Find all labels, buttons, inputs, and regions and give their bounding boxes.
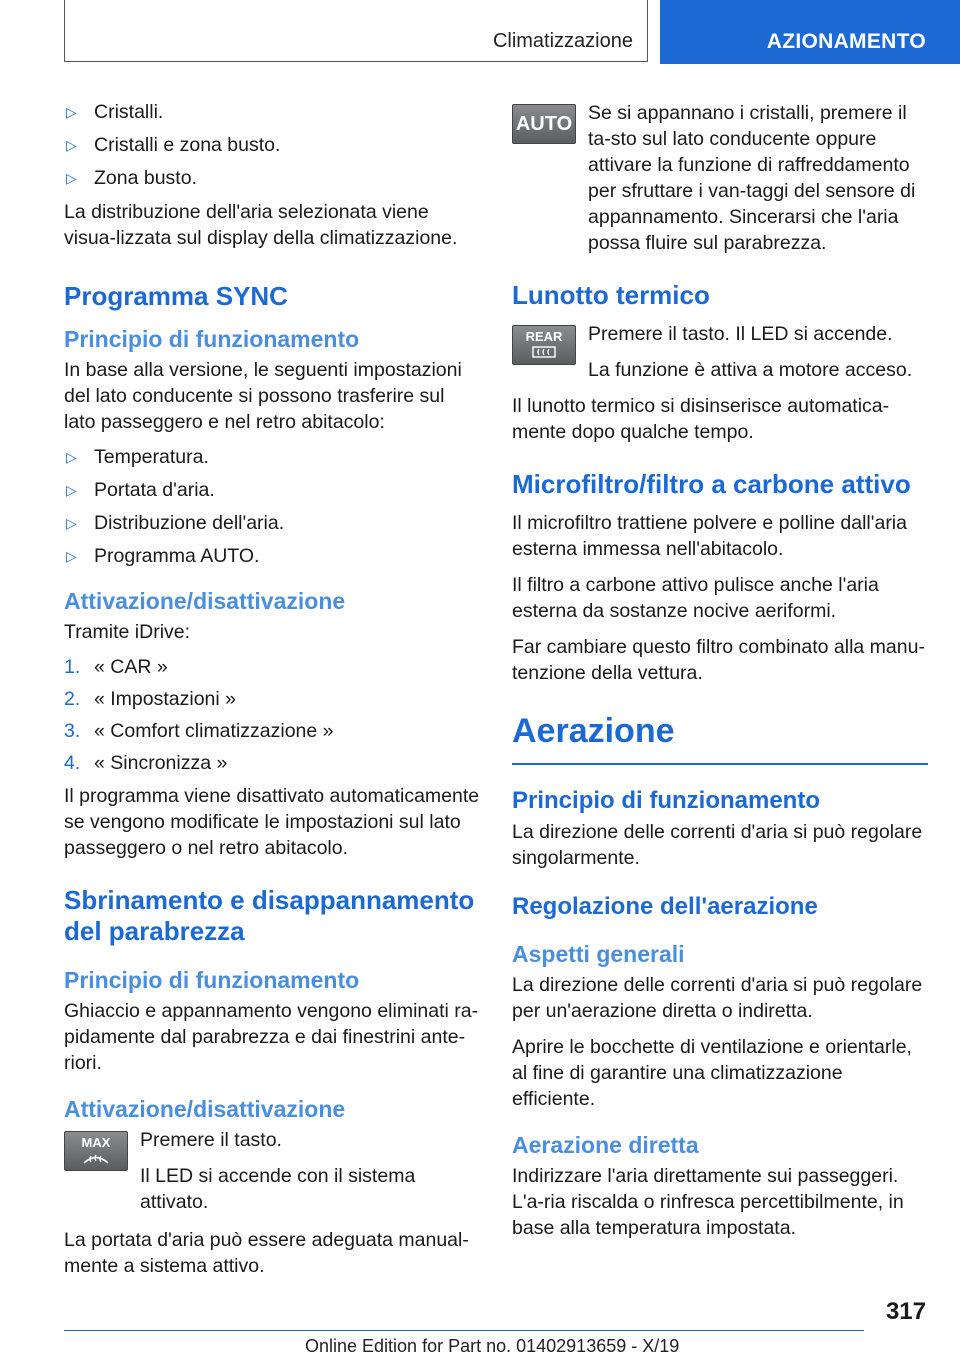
footer-edition: Online Edition for Part no. 01402913659 - X/19 [305, 1336, 680, 1356]
list-item: 2. « Impostazioni » [64, 688, 236, 710]
list-item: ▷ Zona busto. [66, 167, 197, 189]
right-column [512, 100, 928, 1251]
paragraph: Ghiaccio e appannamento vengono eliminati ra-pidamente dal parabrezza e dai finestrini ante-riori. [64, 1000, 479, 1074]
paragraph: Indirizzare l'aria direttamente sui passeggeri. L'a-ria riscalda o rinfresca percettibilmente, in base alla temperatura impostata. [512, 1165, 904, 1239]
heading-sync-activation: Attivazione/disattivazione [64, 588, 346, 614]
list-item: ▷ Portata d'aria. [66, 479, 215, 501]
windshield-heat-icon [81, 1150, 111, 1166]
list-item: ▷ Programma AUTO. [66, 545, 260, 567]
heading-sync-principle: Principio di funzionamento [64, 326, 360, 352]
paragraph: Premere il tasto. [140, 1129, 282, 1151]
paragraph: Far cambiare questo filtro combinato alla manu-tenzione della vettura. [512, 636, 925, 684]
heading-general: Aspetti generali [512, 941, 685, 967]
paragraph: La distribuzione dell'aria selezionata viene visua-lizzata sul display della climatizzazione. [64, 201, 458, 249]
max-defrost-button-icon: MAX [64, 1131, 128, 1171]
list-item: ▷ Temperatura. [66, 446, 209, 468]
list-item: 3. « Comfort climatizzazione » [64, 720, 334, 742]
list-item: 1. « CAR » [64, 656, 168, 678]
heading-direct-vent: Aerazione diretta [512, 1132, 699, 1158]
triangle-bullet-icon: ▷ [66, 482, 77, 498]
paragraph: Il programma viene disattivato automaticamente se vengono modificate le impostazioni sul lato passeggero o nel retro abitacolo. [64, 785, 480, 859]
paragraph: Se si appannano i cristalli, premere il ta-sto sul lato conducente oppure attivare la funzione di raffreddamento per sfruttare i van-taggi del sensore di appannamento. Sincerarsi che l'aria possa fluire sul parabrezza. [588, 102, 916, 254]
paragraph: Aprire le bocchette di ventilazione e orientarle, al fine di garantire una climatizzazione efficiente. [512, 1036, 912, 1110]
rear-window-heat-icon [529, 344, 559, 360]
triangle-bullet-icon: ▷ [66, 104, 77, 120]
paragraph: Tramite iDrive: [64, 621, 191, 643]
heading-vent-adjust: Regolazione dell'aerazione [512, 893, 818, 920]
section-title: AZIONAMENTO [766, 30, 926, 53]
header-chapter-box [64, 0, 648, 62]
list-item: 4. « Sincronizza » [64, 752, 228, 774]
rear-defrost-button-icon: REAR [512, 325, 576, 365]
paragraph: Premere il tasto. Il LED si accende. [588, 323, 893, 345]
paragraph: Il LED si accende con il sistema attivato. [140, 1165, 416, 1213]
section-tab[interactable] [660, 0, 960, 64]
paragraph: In base alla versione, le seguenti impostazioni del lato conducente si possono trasferire sul lato passeggero e nel retro abitacolo: [64, 359, 462, 433]
paragraph: Il lunotto termico si disinserisce automatica-mente dopo qualche tempo. [512, 395, 890, 443]
heading-defrost: Sbrinamento e disappannamento del parabrezza [64, 885, 475, 946]
heading-rear-window: Lunotto termico [512, 280, 710, 310]
auto-button-icon: AUTO [512, 104, 576, 144]
rear-button-instruction [512, 321, 928, 383]
paragraph: La direzione delle correnti d'aria si può regolare singolarmente. [512, 821, 923, 869]
triangle-bullet-icon: ▷ [66, 449, 77, 465]
list-item: ▷ Cristalli e zona busto. [66, 134, 281, 156]
max-button-instruction [64, 1127, 480, 1215]
paragraph: Il filtro a carbone attivo pulisce anche l'aria esterna da sostanze nocive aeriformi. [512, 574, 879, 622]
heading-defrost-activation: Attivazione/disattivazione [64, 1096, 346, 1122]
paragraph: La direzione delle correnti d'aria si può regolare per un'aerazione diretta o indiretta. [512, 974, 923, 1022]
page-number: 317 [885, 1298, 926, 1325]
triangle-bullet-icon: ▷ [66, 548, 77, 564]
heading-defrost-principle: Principio di funzionamento [64, 967, 360, 993]
footer-divider [64, 1330, 864, 1331]
list-item: ▷ Distribuzione dell'aria. [66, 512, 285, 534]
paragraph: La portata d'aria può essere adeguata manual-mente a sistema attivo. [64, 1229, 469, 1277]
heading-sync: Programma SYNC [64, 281, 288, 311]
chapter-title: Climatizzazione [492, 30, 633, 52]
paragraph: La funzione è attiva a motore acceso. [588, 359, 913, 381]
heading-ventilation: Aerazione [512, 712, 928, 765]
paragraph: Il microfiltro trattiene polvere e polline dall'aria esterna immessa nell'abitacolo. [512, 512, 907, 560]
auto-button-instruction [512, 100, 928, 256]
triangle-bullet-icon: ▷ [66, 515, 77, 531]
left-column [64, 100, 480, 1289]
heading-vent-principle: Principio di funzionamento [512, 787, 820, 814]
list-item: ▷ Cristalli. [66, 101, 164, 123]
triangle-bullet-icon: ▷ [66, 170, 77, 186]
heading-filter: Microfiltro/filtro a carbone attivo [512, 469, 911, 499]
triangle-bullet-icon: ▷ [66, 137, 77, 153]
